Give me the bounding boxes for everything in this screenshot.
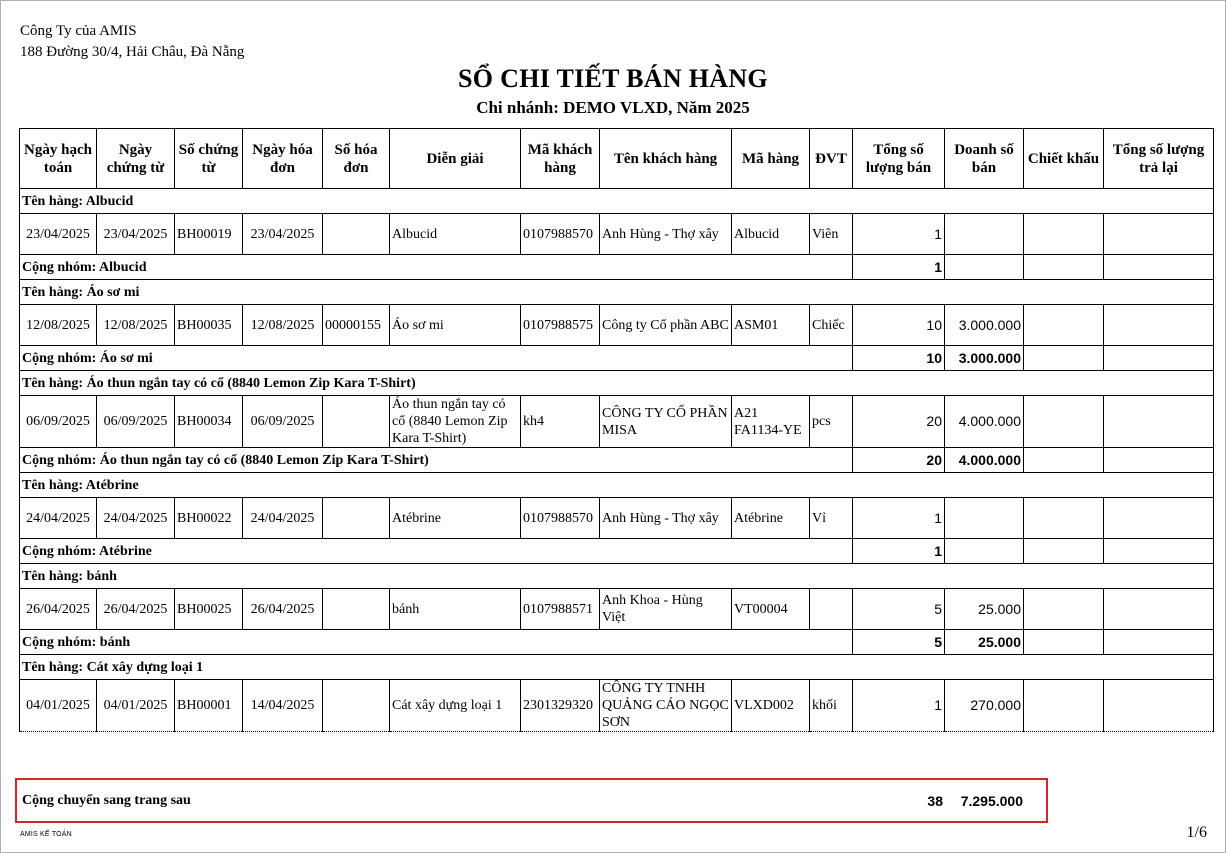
col-qty-returned: Tổng số lượng trả lại <box>1104 129 1214 189</box>
subtotal-discount <box>1024 346 1104 371</box>
carry-forward-revenue: 7.295.000 <box>960 793 1023 809</box>
group-header: Tên hàng: Atébrine <box>20 473 1214 498</box>
cell-revenue: 3.000.000 <box>945 305 1024 346</box>
cell-invoice-no <box>323 680 390 732</box>
cell-item-code: Albucid <box>732 214 810 255</box>
subtotal-discount <box>1024 539 1104 564</box>
cell-description: Albucid <box>390 214 521 255</box>
cell-returned <box>1104 305 1214 346</box>
subtotal-qty: 20 <box>853 448 945 473</box>
cell-voucher-date: 23/04/2025 <box>97 214 175 255</box>
group-header-row <box>20 189 1214 214</box>
cell-returned <box>1104 589 1214 630</box>
col-discount: Chiết khấu <box>1024 129 1104 189</box>
subtotal-revenue <box>945 539 1024 564</box>
cell-posting-date: 23/04/2025 <box>20 214 97 255</box>
cell-customer-name: Anh Hùng - Thợ xây <box>600 214 732 255</box>
col-posting-date: Ngày hạch toán <box>20 129 97 189</box>
cell-item-code: VT00004 <box>732 589 810 630</box>
subtotal-label: Cộng nhóm: bánh <box>20 630 853 655</box>
cell-item-code: ASM01 <box>732 305 810 346</box>
subtotal-qty: 1 <box>853 255 945 280</box>
col-item-code: Mã hàng <box>732 129 810 189</box>
cell-unit: Chiếc <box>810 305 853 346</box>
cell-posting-date: 26/04/2025 <box>20 589 97 630</box>
subtotal-label: Cộng nhóm: Atébrine <box>20 539 853 564</box>
subtotal-discount <box>1024 255 1104 280</box>
cell-qty: 10 <box>853 305 945 346</box>
cell-item-code: Atébrine <box>732 498 810 539</box>
carry-forward-qty: 38 <box>927 793 943 809</box>
cell-invoice-date: 06/09/2025 <box>243 396 323 448</box>
cell-voucher-date: 26/04/2025 <box>97 589 175 630</box>
cell-description: Cát xây dựng loại 1 <box>390 680 521 732</box>
cell-discount <box>1024 396 1104 448</box>
cell-voucher-no: BH00019 <box>175 214 243 255</box>
group-header-row <box>20 655 1214 680</box>
group-subtotal-row <box>20 346 1214 371</box>
cell-unit: pcs <box>810 396 853 448</box>
subtotal-qty: 10 <box>853 346 945 371</box>
table-row <box>20 396 1214 448</box>
subtotal-returned <box>1104 255 1214 280</box>
cell-customer-name: Công ty Cổ phần ABC <box>600 305 732 346</box>
cell-invoice-date: 14/04/2025 <box>243 680 323 732</box>
cell-voucher-date: 12/08/2025 <box>97 305 175 346</box>
subtotal-returned <box>1104 630 1214 655</box>
group-header-row <box>20 564 1214 589</box>
cell-posting-date: 04/01/2025 <box>20 680 97 732</box>
col-revenue: Doanh số bán <box>945 129 1024 189</box>
cell-voucher-no: BH00025 <box>175 589 243 630</box>
col-unit: ĐVT <box>810 129 853 189</box>
table-header-row <box>20 129 1214 189</box>
subtotal-returned <box>1104 539 1214 564</box>
footer-brand: AMIS KẾ TOÁN <box>20 831 72 838</box>
carry-forward-box <box>15 778 1048 823</box>
cell-voucher-no: BH00001 <box>175 680 243 732</box>
col-voucher-date: Ngày chứng từ <box>97 129 175 189</box>
group-header-row <box>20 473 1214 498</box>
table-body <box>20 189 1214 732</box>
cell-revenue: 270.000 <box>945 680 1024 732</box>
group-header-row <box>20 371 1214 396</box>
cell-voucher-date: 04/01/2025 <box>97 680 175 732</box>
cell-customer-code: kh4 <box>521 396 600 448</box>
cell-invoice-no <box>323 498 390 539</box>
subtotal-revenue: 4.000.000 <box>945 448 1024 473</box>
cell-discount <box>1024 498 1104 539</box>
cell-customer-name: Anh Hùng - Thợ xây <box>600 498 732 539</box>
cell-unit: Viên <box>810 214 853 255</box>
subtotal-revenue <box>945 255 1024 280</box>
cell-qty: 1 <box>853 680 945 732</box>
cell-invoice-date: 26/04/2025 <box>243 589 323 630</box>
company-address: 188 Đường 30/4, Hải Châu, Đà Nẵng <box>20 44 245 60</box>
group-header: Tên hàng: Áo sơ mi <box>20 280 1214 305</box>
subtotal-label: Cộng nhóm: Albucid <box>20 255 853 280</box>
cell-customer-code: 0107988570 <box>521 214 600 255</box>
cell-voucher-date: 06/09/2025 <box>97 396 175 448</box>
cell-voucher-no: BH00034 <box>175 396 243 448</box>
report-title: SỔ CHI TIẾT BÁN HÀNG <box>458 64 768 93</box>
group-subtotal-row <box>20 539 1214 564</box>
group-header: Tên hàng: Áo thun ngắn tay có cổ (8840 Lemon Zip Kara T-Shirt) <box>20 371 1214 396</box>
col-customer-name: Tên khách hàng <box>600 129 732 189</box>
company-name: Công Ty của AMIS <box>20 23 137 39</box>
carry-forward-label: Cộng chuyển sang trang sau <box>22 793 191 808</box>
cell-description: Áo sơ mi <box>390 305 521 346</box>
subtotal-returned <box>1104 346 1214 371</box>
group-subtotal-row <box>20 448 1214 473</box>
cell-customer-code: 0107988575 <box>521 305 600 346</box>
cell-description: bánh <box>390 589 521 630</box>
report-subtitle: Chi nhánh: DEMO VLXD, Năm 2025 <box>476 98 750 117</box>
group-header-row <box>20 280 1214 305</box>
group-header: Tên hàng: Cát xây dựng loại 1 <box>20 655 1214 680</box>
cell-posting-date: 06/09/2025 <box>20 396 97 448</box>
page-number: 1/6 <box>1186 824 1207 841</box>
cell-qty: 20 <box>853 396 945 448</box>
table-row <box>20 214 1214 255</box>
subtotal-qty: 1 <box>853 539 945 564</box>
cell-revenue: 25.000 <box>945 589 1024 630</box>
cell-qty: 1 <box>853 498 945 539</box>
cell-unit: Vỉ <box>810 498 853 539</box>
group-header: Tên hàng: Albucid <box>20 189 1214 214</box>
cell-revenue <box>945 214 1024 255</box>
cell-returned <box>1104 498 1214 539</box>
cell-item-code: A21 FA1134-YE <box>732 396 810 448</box>
cell-description: Atébrine <box>390 498 521 539</box>
subtotal-revenue: 25.000 <box>945 630 1024 655</box>
cell-discount <box>1024 305 1104 346</box>
cell-unit <box>810 589 853 630</box>
cell-voucher-no: BH00035 <box>175 305 243 346</box>
cell-customer-code: 0107988571 <box>521 589 600 630</box>
col-invoice-date: Ngày hóa đơn <box>243 129 323 189</box>
table-row <box>20 498 1214 539</box>
cell-description: Áo thun ngắn tay có cổ (8840 Lemon Zip Kara T-Shirt) <box>390 396 521 448</box>
cell-invoice-date: 23/04/2025 <box>243 214 323 255</box>
group-subtotal-row <box>20 630 1214 655</box>
col-voucher-no: Số chứng từ <box>175 129 243 189</box>
col-qty-sold: Tổng số lượng bán <box>853 129 945 189</box>
cell-discount <box>1024 680 1104 732</box>
cell-voucher-date: 24/04/2025 <box>97 498 175 539</box>
table-row <box>20 680 1214 732</box>
cell-qty: 1 <box>853 214 945 255</box>
cell-discount <box>1024 589 1104 630</box>
cell-invoice-date: 24/04/2025 <box>243 498 323 539</box>
table-row <box>20 305 1214 346</box>
cell-customer-code: 2301329320 <box>521 680 600 732</box>
cell-returned <box>1104 680 1214 732</box>
cell-invoice-no <box>323 214 390 255</box>
cell-revenue <box>945 498 1024 539</box>
subtotal-returned <box>1104 448 1214 473</box>
cell-returned <box>1104 214 1214 255</box>
subtotal-discount <box>1024 448 1104 473</box>
subtotal-discount <box>1024 630 1104 655</box>
table-row <box>20 589 1214 630</box>
col-customer-code: Mã khách hàng <box>521 129 600 189</box>
sales-ledger-table <box>19 128 1214 732</box>
cell-customer-code: 0107988570 <box>521 498 600 539</box>
group-subtotal-row <box>20 255 1214 280</box>
cell-discount <box>1024 214 1104 255</box>
cell-revenue: 4.000.000 <box>945 396 1024 448</box>
col-description: Diễn giải <box>390 129 521 189</box>
cell-customer-name: Anh Khoa - Hùng Việt <box>600 589 732 630</box>
cell-qty: 5 <box>853 589 945 630</box>
cell-posting-date: 24/04/2025 <box>20 498 97 539</box>
col-invoice-no: Số hóa đơn <box>323 129 390 189</box>
subtotal-qty: 5 <box>853 630 945 655</box>
subtotal-label: Cộng nhóm: Áo thun ngắn tay có cổ (8840 Lemon Zip Kara T-Shirt) <box>20 448 853 473</box>
cell-returned <box>1104 396 1214 448</box>
cell-invoice-date: 12/08/2025 <box>243 305 323 346</box>
cell-customer-name: CÔNG TY TNHH QUẢNG CÁO NGỌC SƠN <box>600 680 732 732</box>
subtotal-revenue: 3.000.000 <box>945 346 1024 371</box>
cell-invoice-no <box>323 589 390 630</box>
cell-voucher-no: BH00022 <box>175 498 243 539</box>
cell-invoice-no <box>323 396 390 448</box>
cell-item-code: VLXD002 <box>732 680 810 732</box>
subtotal-label: Cộng nhóm: Áo sơ mi <box>20 346 853 371</box>
cell-posting-date: 12/08/2025 <box>20 305 97 346</box>
company-info <box>20 21 244 63</box>
cell-customer-name: CÔNG TY CỔ PHẦN MISA <box>600 396 732 448</box>
group-header: Tên hàng: bánh <box>20 564 1214 589</box>
cell-invoice-no: 00000155 <box>323 305 390 346</box>
cell-unit: khối <box>810 680 853 732</box>
